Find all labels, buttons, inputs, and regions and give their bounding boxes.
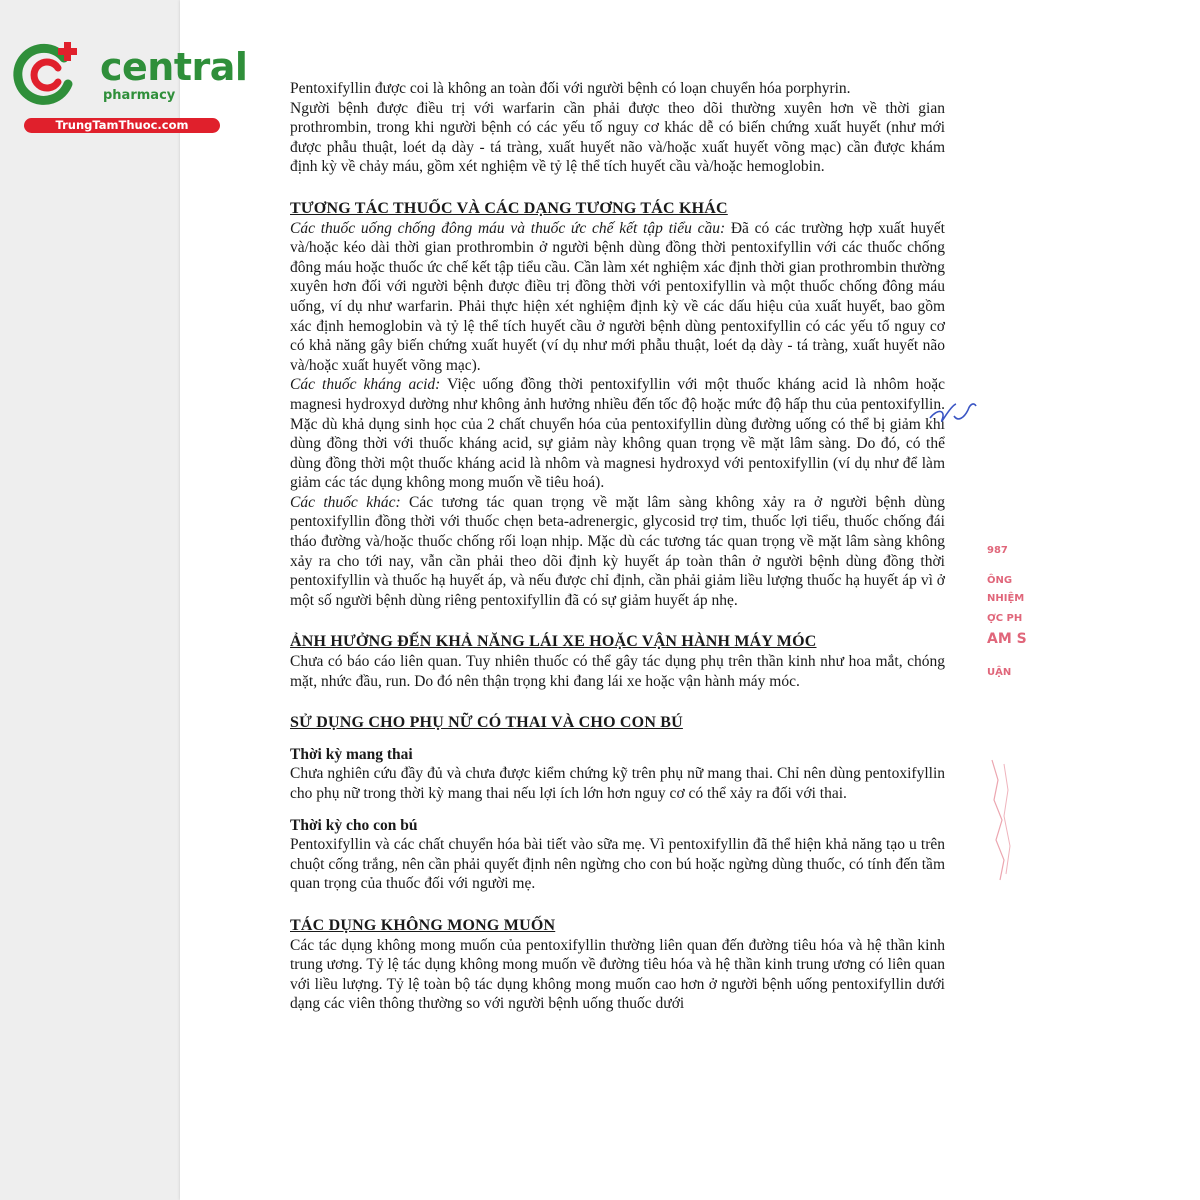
section-heading: SỬ DỤNG CHO PHỤ NỮ CÓ THAI VÀ CHO CON BÚ [290,714,683,732]
paragraph-body: Đã có các trường hợp xuất huyết và/hoặc kéo dài thời gian prothrombin ở người bệnh dùng đồng thời pentoxifyllin với các thuốc chống đông máu hoặc thuốc ức chế kết tập tiểu cầu. Cần làm xét nghiệm xác định thời gian prothrombin thường xuyên hơn đối với người bệnh được điều trị đồng thời với pentoxifyllin và một thuốc chống đông máu uống, ví dụ như warfarin. Phải thực hiện xét nghiệm định kỳ về các dấu hiệu của xuất huyết, bao gồm xác định hemoglobin và tỷ lệ thể tích huyết cầu ở người bệnh dùng pentoxifyllin có các yếu tố nguy cơ có khả năng gây biến chứng xuất huyết (ví dụ như mới phẫu thuật, loét dạ dày - tá tràng, xuất huyết não và/hoặc xuất huyết võng mạc). [290,219,945,374]
paragraph: Pentoxifyllin được coi là không an toàn đối với người bệnh có loạn chuyển hóa porphyrin. [290,80,851,97]
stamp-text: NHIỆM [987,593,1025,604]
paragraph: Chưa nghiên cứu đầy đủ và chưa được kiểm chứng kỹ trên phụ nữ mang thai. Chỉ nên dùng pentoxifyllin cho phụ nữ trong thời kỳ mang thai nếu lợi ích lớn hơn nguy cơ có thể xảy ra đối với thai. [290,765,945,802]
stamp-text: ỢC PH [987,613,1023,624]
paragraph-lead: Các thuốc uống chống đông máu và thuốc ức chế kết tập tiểu cầu: [290,219,726,237]
stamp-text: ÔNG [987,575,1013,586]
section-heading: ẢNH HƯỞNG ĐẾN KHẢ NĂNG LÁI XE HOẶC VẬN HÀNH MÁY MÓC [290,633,817,651]
brand-url: TrungTamThuoc.com [24,118,220,133]
paragraph [290,219,945,376]
brand-subtitle: pharmacy [103,88,176,103]
stamp-scribble-icon [984,750,1024,890]
paragraph-body: Các tương tác quan trọng về mặt lâm sàng không xảy ra ở người bệnh dùng pentoxifyllin đồng thời với thuốc chẹn beta-adrenergic, glycosid trợ tim, thuốc lợi tiểu, thuốc chống đái tháo đường và/hoặc thuốc chống rối loạn nhịp. Mặc dù các tương tác quan trọng về mặt lâm sàng không xảy ra cho tới nay, vẫn cần phải theo dõi định kỳ huyết áp toàn thân ở người bệnh dùng đồng thời pentoxifyllin và thuốc hạ huyết áp, và nếu được chỉ định, cần phải giảm liều lượng thuốc hạ huyết áp vì ở một số người bệnh dùng riêng pentoxifyllin đã có sự giảm huyết áp nhẹ. [290,493,945,609]
section-heading: TÁC DỤNG KHÔNG MONG MUỐN [290,916,556,934]
subsection-heading: Thời kỳ cho con bú [290,816,418,834]
paragraph [290,493,945,611]
subsection-heading: Thời kỳ mang thai [290,745,413,763]
section-heading: TƯƠNG TÁC THUỐC VÀ CÁC DẠNG TƯƠNG TÁC KHÁC [290,199,728,217]
official-stamp [985,535,1025,695]
paragraph-lead: Các thuốc kháng acid: [290,376,441,394]
brand-name: central [100,45,248,89]
paragraph: Người bệnh được điều trị với warfarin cần phải được theo dõi thường xuyên hơn về thời gian prothrombin, trong khi người bệnh có các yếu tố nguy cơ khác dễ có biến chứng xuất huyết (như mới được phẫu thuật, loét dạ dày - tá tràng, xuất huyết não và/hoặc xuất huyết võng mạc) cần được khám định kỳ về chảy máu, gồm xét nghiệm về tỷ lệ thể tích huyết cầu và/hoặc hemoglobin. [290,99,945,176]
paragraph: Pentoxifyllin và các chất chuyển hóa bài tiết vào sữa mẹ. Vì pentoxifyllin đã thể hiện khả năng tạo u trên chuột cống trắng, nên cần phải quyết định nên ngừng cho con bú hoặc ngừng dùng thuốc, có tính đến tầm quan trọng của thuốc đối với người mẹ. [290,836,945,893]
stamp-text: AM S [987,631,1027,647]
paragraph: Chưa có báo cáo liên quan. Tuy nhiên thuốc có thể gây tác dụng phụ trên thần kinh như hoa mắt, chóng mặt, nhức đầu, run. Do đó nên thận trọng khi đang lái xe hoặc vận hành máy móc. [290,653,945,690]
signature-mark-icon [924,396,980,436]
document-text [290,79,945,1014]
page-margin [1018,0,1200,1200]
stamp-text: UẬN [987,667,1012,678]
paragraph-lead: Các thuốc khác: [290,493,401,511]
central-pharmacy-logo [12,38,248,138]
pharmacy-logo-icon [12,40,80,108]
paragraph: Các tác dụng không mong muốn của pentoxifyllin thường liên quan đến đường tiêu hóa và hệ thần kinh trung ương. Tỷ lệ tác dụng không mong muốn về đường tiêu hóa và hệ thần kinh trung ương có liên quan với liều lượng. Tỷ lệ toàn bộ tác dụng không mong muốn cao hơn ở người bệnh uống pentoxifyllin dưới dạng các viên thông thường so với người bệnh uống thuốc dưới [290,936,945,1013]
paragraph [290,375,945,493]
paragraph-body: Việc uống đồng thời pentoxifyllin với một thuốc kháng acid là nhôm hoặc magnesi hydroxyd dường như không ảnh hưởng nhiều đến tốc độ hoặc mức độ hấp thu của pentoxifyllin. Mặc dù khả dụng sinh học của 2 chất chuyển hóa của pentoxifyllin dùng đường uống có thể bị giảm khi dùng đồng thời với thuốc kháng acid, sự giảm này không quan trọng về mặt lâm sàng. Do đó, có thể dùng đồng thời một thuốc kháng acid là nhôm và magnesi hydroxyd với pentoxifyllin (ví dụ như để làm giảm các tác dụng không mong muốn về tiêu hoá). [290,376,945,492]
stamp-text: 987 [987,545,1008,556]
